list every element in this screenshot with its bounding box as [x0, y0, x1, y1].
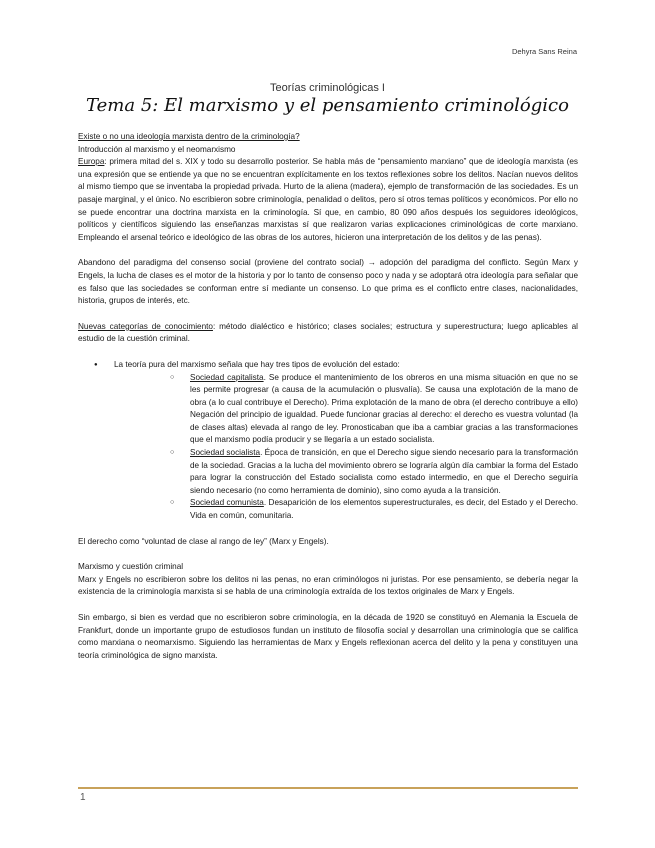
paragraph-frankfurt: Sin embargo, si bien es verdad que no escribieron sobre criminología, en la década de 1920 se constituyó en Alemania la Escuela de Frankfurt, donde un importante grupo de estudiosos fundan un instituto de filosofía social y desarrollan una criminología que se califica como marxiana o neomarxismo. Siguiendo las herramientas de Marx y Engels reflexionan acerca del delito y la pena y constituyen una teoría criminológica de signo marxista.: [78, 613, 578, 660]
paragraph-paradigm: Abandono del paradigma del consenso social (proviene del contrato social) → adopción del paradigma del conflicto. Según Marx y Engels, la lucha de clases es el motor de la historia y por lo tanto de consenso poco y nada y se adoptará otra ideología para señalar que es falso que las sociedades se conforman entre sí mediante un consenso. Lo que prima es el conflicto entre clases, nacionalidades, historia, grupos de interés, etc.: [78, 258, 578, 306]
paragraph-marx-engels: Marx y Engels no escribieron sobre los delitos ni las penas, no eran criminólogos ni juristas. Por ese pensamiento, se debería negar la existencia de la criminología marxista si se habla de una criminología extraída de los textos originales de Marx y Engels.: [78, 574, 578, 597]
page-number: 1: [80, 792, 86, 803]
europa-label: Europa: [78, 157, 105, 167]
quote-line: El derecho como “voluntad de clase al rango de ley” (Marx y Engels).: [78, 536, 329, 546]
bullet-list: [78, 359, 578, 523]
document-body: [78, 131, 578, 662]
subject-title: Teorías criminológicas I: [270, 82, 385, 94]
page-title: Tema 5: El marxismo y el pensamiento criminológico: [86, 95, 569, 116]
paragraph-europa: Europa: primera mitad del s. XIX y todo su desarrollo posterior. Se habla más de “pensamiento marxiano” que de ideología marxista (es una expresión que se entiende ya que no se encuentran explícitamente en los textos reflexiones sobre los delitos. Nacían nuevos delitos al mismo tiempo que se inventaba la propiedad privada. Hurto de la aliena (madera), ejemplo de transformación de las sociedades. Es un pasaje marginal, y el único. No escribieron sobre criminología, penalidad o delitos, pero sí otros temas políticos y económicos. Por ello no se puede encontrar una doctrina marxista en la criminología. Sí que, en cambio, 80 090 años después los seguidores ideológicos, políticos y científicos siguiendo las enseñanzas marxistas sí que realizaron varias explicaciones criminológicas de corte marxiano. Empleando el arsenal teórico e ideológico de las obras de los autores, hicieron una interpretación de los delitos y de las penas).: [78, 157, 578, 242]
section-heading-intro: Introducción al marxismo y el neomarxismo: [78, 144, 236, 154]
sub-list: [114, 372, 578, 523]
footer-divider: [78, 787, 578, 789]
section-heading-criminal: Marxismo y cuestión criminal: [78, 562, 184, 572]
author-name: Dehyra Sans Reina: [511, 47, 577, 56]
list-item: ○ Sociedad capitalista. Se produce el mantenimiento de los obreros en una misma situación en que no se les permite progresar (a causa de la acumulación o plusvalía). Se causa una explotación de la mano de obra (a lo cual contribuye el Derecho). Prima explotación de la mano de obra (el derecho contribuye a ello) Negación del principio de igualdad. Puede funcionar gracias al derecho: el derecho es vuestra voluntad (la de clases altas) elevada al rango de ley. Pronosticaban que iba a cambiar gracias a las transformaciones que el marxismo podía producir y se llegaría a un estado socialista.: [114, 372, 578, 448]
list-item: ○ Sociedad socialista. Época de transición, en que el Derecho sigue siendo necesario para la transformación de la sociedad. Gracias a la lucha del movimiento obrero se lograría algún día cambiar la forma del Estado para lograr la construcción del Estado socialista como estado intermedio, en que el Derecho seguiría siendo necesario (no como herramienta de dominio), sino como ayuda a la transición.: [114, 447, 578, 497]
section-question: Existe o no una ideología marxista dentro de la criminología?: [78, 132, 300, 141]
paragraph-categories: Nuevas categorías de conocimiento: método dialéctico e histórico; clases sociales; estructura y superestructura; luego aplicables al estudio de la cuestión criminal.: [78, 321, 578, 344]
list-item: ● La teoría pura del marxismo señala que hay tres tipos de evolución del estado: ○ Sociedad capitalista. Se produce el mantenimiento de los obreros en una misma situación en que no se les permite progresar (a causa de la acumulación o plusvalía). Se causa una explotación de la mano de obra (a lo cual contribuye el Derecho). Prima explotación de la mano de obra (el derecho contribuye a ello) Negación del principio de igualdad. Puede funcionar gracias al derecho: el derecho es vuestra voluntad (la de clases altas) elevada al rango de ley. Pronosticaban que iba a cambiar gracias a las transformaciones que el marxismo podía producir y se llegaría a un estado socialista. ○ Sociedad socialista. Época de transición, en que el Derecho sigue siendo necesario para la transformación de la sociedad. Gracias a la lucha del movimiento obrero se lograría algún día cambiar la forma del Estado para lograr la construcción del Estado socialista como estado intermedio, en que el Derecho seguiría siendo necesario (no como herramienta de dominio), sino como ayuda a la transición. ○ Sociedad comunista. Desaparición de los elementos superestructurales, es decir, del Estado y el Derecho. Vida en común, comunitaria.: [78, 359, 578, 523]
list-item: ○ Sociedad comunista. Desaparición de los elementos superestructurales, es decir, del Estado y el Derecho. Vida en común, comunitaria.: [114, 497, 578, 522]
categories-label: Nuevas categorías de conocimiento: [78, 321, 213, 331]
